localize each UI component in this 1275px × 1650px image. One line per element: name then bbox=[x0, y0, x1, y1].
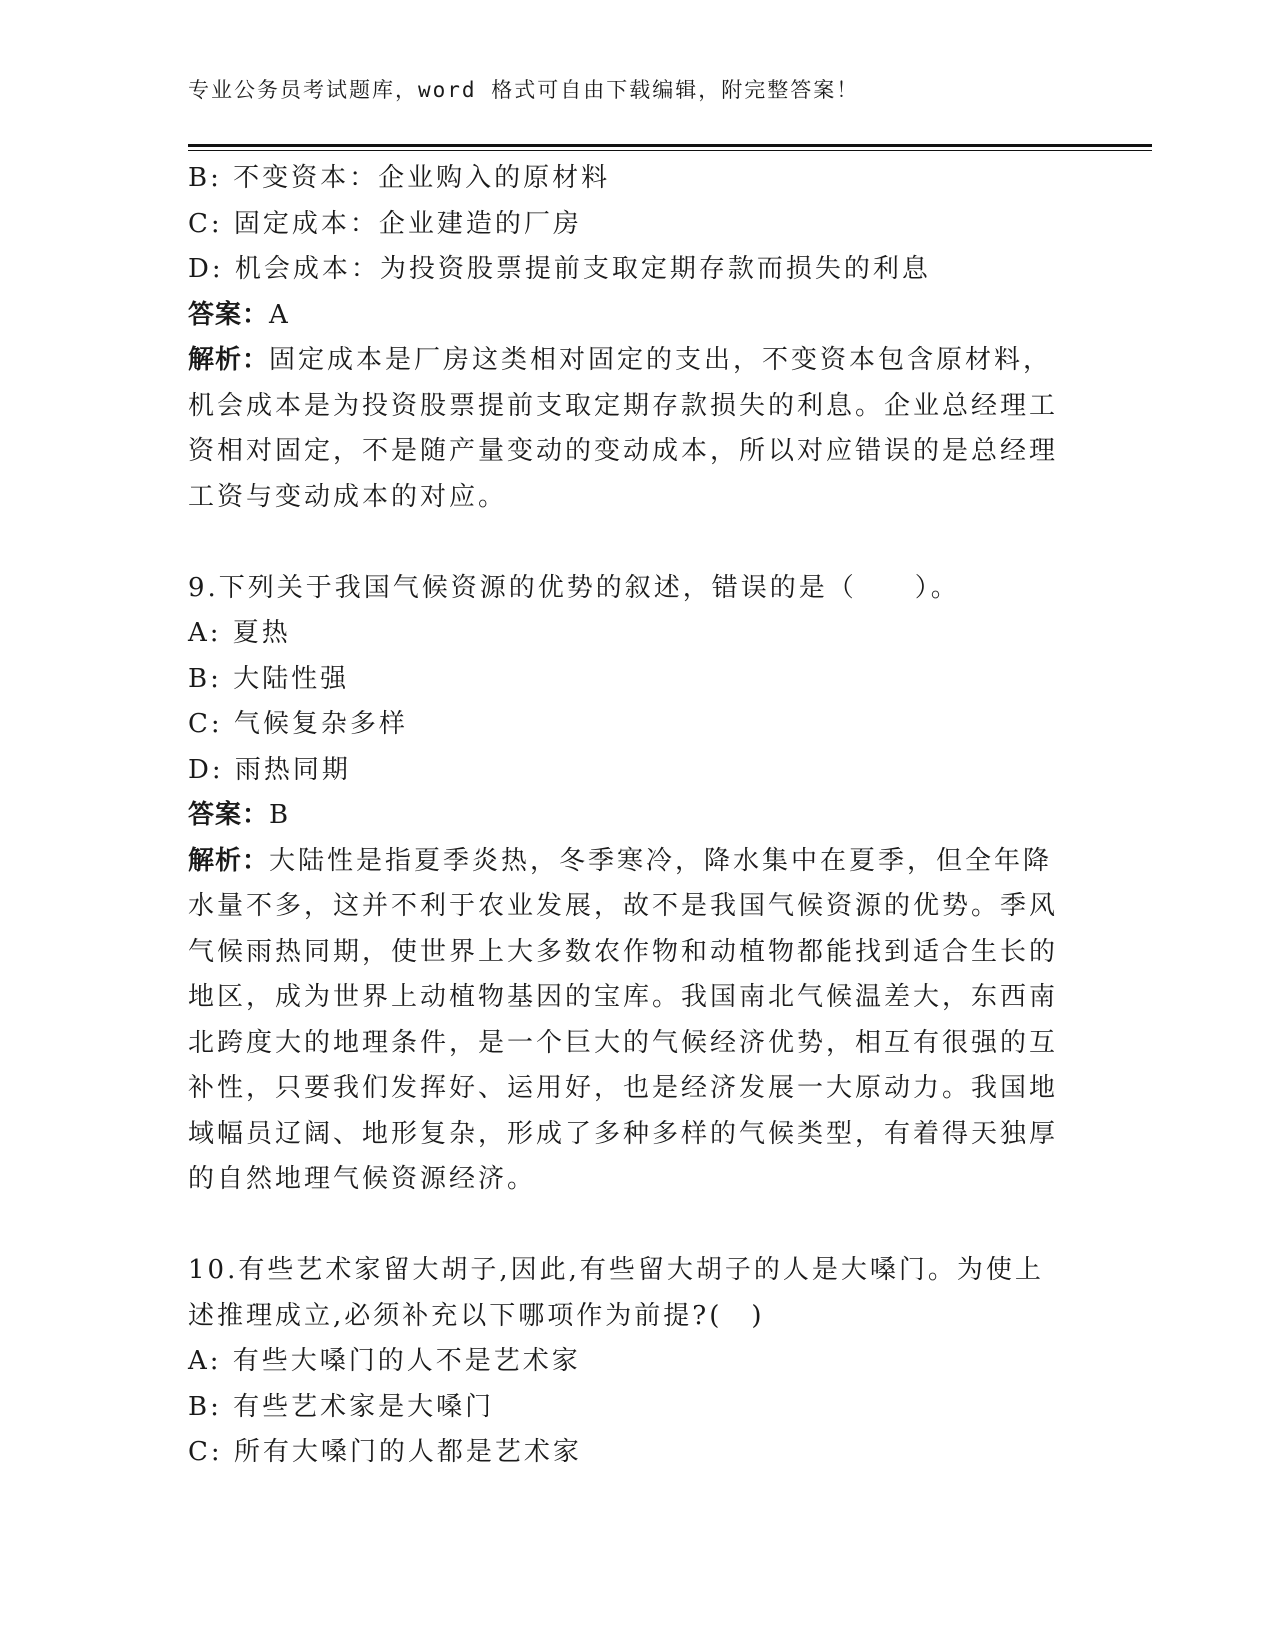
q9-analysis-label: 解析： bbox=[188, 845, 270, 876]
question-9 bbox=[188, 566, 1078, 1203]
q8-option-c: C: 固定成本：企业建造的厂房 bbox=[188, 208, 582, 239]
q9-answer-value: B bbox=[269, 800, 292, 830]
q8-option-d: D: 机会成本：为投资股票提前支取定期存款而损失的利息 bbox=[188, 254, 931, 284]
q9-option-b: B: 大陆性强 bbox=[188, 663, 350, 694]
question-8 bbox=[188, 156, 1078, 520]
q10-option-c: C: 所有大嗓门的人都是艺术家 bbox=[188, 1437, 582, 1467]
q9-analysis-text: 大陆性是指夏季炎热，冬季寒冷，降水集中在夏季，但全年降水量不多，这并不利于农业发展，故不是我国气候资源的优势。季风气候雨热同期，使世界上大多数农作物和动植物都能找到适合生长的地区，成为世界上动植物基因的宝库。我国南北气候温差大，东西南北跨度大的地理条件，是一个巨大的气候经济优势，相互有很强的互补性，只要我们发挥好、运用好，也是经济发展一大原动力。我国地域幅员辽阔、地形复杂，形成了多种多样的气候类型，有着得天独厚的自然地理气候资源经济。 bbox=[188, 845, 1059, 1194]
q8-analysis-label: 解析： bbox=[188, 345, 270, 375]
page-header: 专业公务员考试题库，word 格式可自由下载编辑，附完整答案！ bbox=[188, 78, 860, 102]
document-body bbox=[188, 156, 1078, 1476]
q9-option-a: A: 夏热 bbox=[188, 618, 291, 648]
q10-question: 10.有些艺术家留大胡子,因此,有些留大胡子的人是大嗓门。为使上述推理成立,必须补充以下哪项作为前提?( ) bbox=[188, 1255, 1044, 1331]
q9-answer bbox=[188, 793, 1078, 839]
q9-answer-label: 答案： bbox=[188, 800, 270, 830]
q9-question: 9.下列关于我国气候资源的优势的叙述，错误的是（ ）。 bbox=[188, 572, 960, 603]
q10-option-a: A: 有些大嗓门的人不是艺术家 bbox=[188, 1346, 581, 1376]
header-rule-thick bbox=[188, 144, 1152, 147]
spacer bbox=[188, 520, 1078, 566]
q8-answer-value: A bbox=[269, 299, 291, 330]
q8-analysis-text: 固定成本是厂房这类相对固定的支出，不变资本包含原材料，机会成本是为投资股票提前支取定期存款损失的利息。企业总经理工资相对固定，不是随产量变动的变动成本，所以对应错误的是总经理工资与变动成本的对应。 bbox=[188, 345, 1059, 512]
question-10 bbox=[188, 1248, 1078, 1476]
q8-analysis bbox=[188, 338, 1068, 520]
q10-option-b: B: 有些艺术家是大嗓门 bbox=[188, 1391, 495, 1422]
q8-answer bbox=[188, 293, 1078, 339]
q8-option-b: B: 不变资本：企业购入的原材料 bbox=[188, 163, 611, 193]
spacer bbox=[188, 1203, 1078, 1249]
header-rule-thin bbox=[188, 150, 1152, 151]
q9-option-c: C: 气候复杂多样 bbox=[188, 709, 408, 739]
q9-option-d: D: 雨热同期 bbox=[188, 754, 351, 785]
q8-answer-label: 答案： bbox=[188, 299, 270, 330]
q9-analysis bbox=[188, 839, 1068, 1203]
